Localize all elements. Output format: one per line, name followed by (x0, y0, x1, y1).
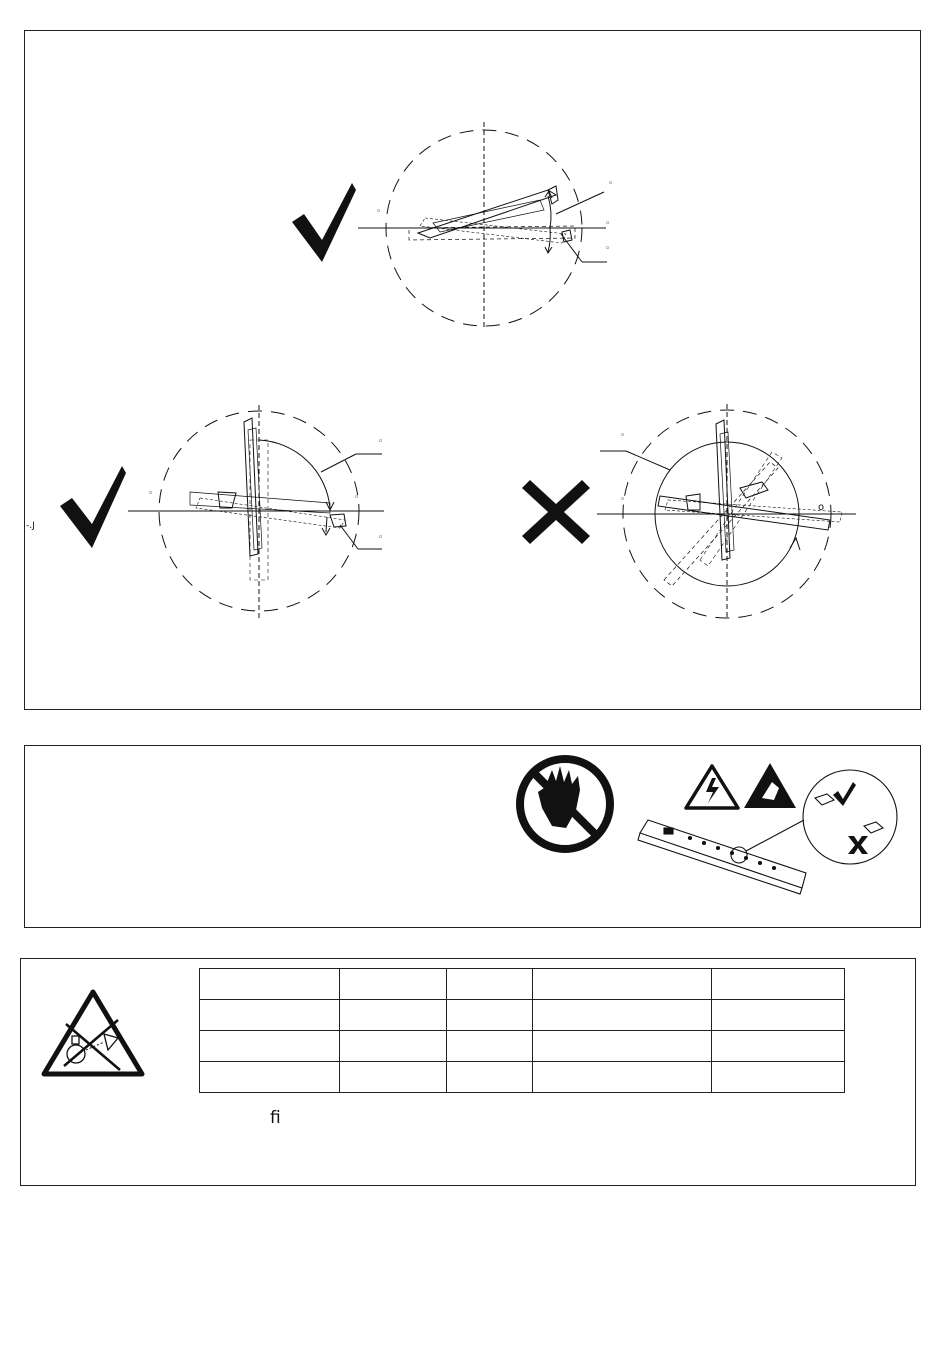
table-row (200, 1000, 845, 1031)
check-mark-icon-bottom-left (60, 466, 126, 548)
label-dot: ◦ (148, 489, 154, 499)
esd-icon (744, 763, 796, 808)
label-ring: o (818, 502, 825, 513)
table-cell (200, 1031, 340, 1062)
check-mark-icon-small (833, 782, 856, 806)
table-cell (340, 969, 447, 1000)
table-cell (200, 1062, 340, 1093)
table-row (200, 1062, 845, 1093)
label-dot: ◦ (605, 244, 611, 254)
table-cell (533, 1000, 712, 1031)
table-cell (712, 1062, 845, 1093)
table-cell (712, 969, 845, 1000)
cross-mark-icon-small (848, 836, 868, 854)
table-cell (712, 1031, 845, 1062)
table-cell (447, 1062, 533, 1093)
label-dot: ◦ (378, 437, 384, 447)
label-dot: ◦ (620, 431, 626, 441)
table-cell (533, 1031, 712, 1062)
table-row (200, 969, 845, 1000)
footnote-ligature: ﬁ (270, 1108, 281, 1128)
cross-mark-icon (522, 480, 590, 544)
table-cell (533, 969, 712, 1000)
table-cell (200, 969, 340, 1000)
table-cell (200, 1000, 340, 1031)
high-voltage-icon (686, 766, 738, 808)
label-dot: ◦ (620, 495, 626, 505)
label-dot: ◦ (354, 493, 360, 503)
no-touch-icon (520, 759, 610, 849)
side-mark: -.J (26, 521, 35, 531)
table-row (200, 1031, 845, 1062)
label-dot: ◦ (378, 533, 384, 543)
label-dot: ◦ (608, 179, 614, 189)
bottom-left-orientation-diagram (128, 405, 384, 618)
table-cell (340, 1062, 447, 1093)
table-cell (447, 1031, 533, 1062)
top-orientation-diagram (358, 122, 607, 330)
spec-table (199, 968, 845, 1093)
eye-hazard-icon (44, 992, 142, 1074)
table-cell (447, 969, 533, 1000)
table-cell (712, 1000, 845, 1031)
table-cell (447, 1000, 533, 1031)
label-dot: ◦ (605, 219, 611, 229)
table-cell (340, 1031, 447, 1062)
label-dot: ◦ (376, 207, 382, 217)
table-cell (340, 1000, 447, 1031)
table-cell (533, 1062, 712, 1093)
check-mark-icon-top (292, 183, 356, 262)
